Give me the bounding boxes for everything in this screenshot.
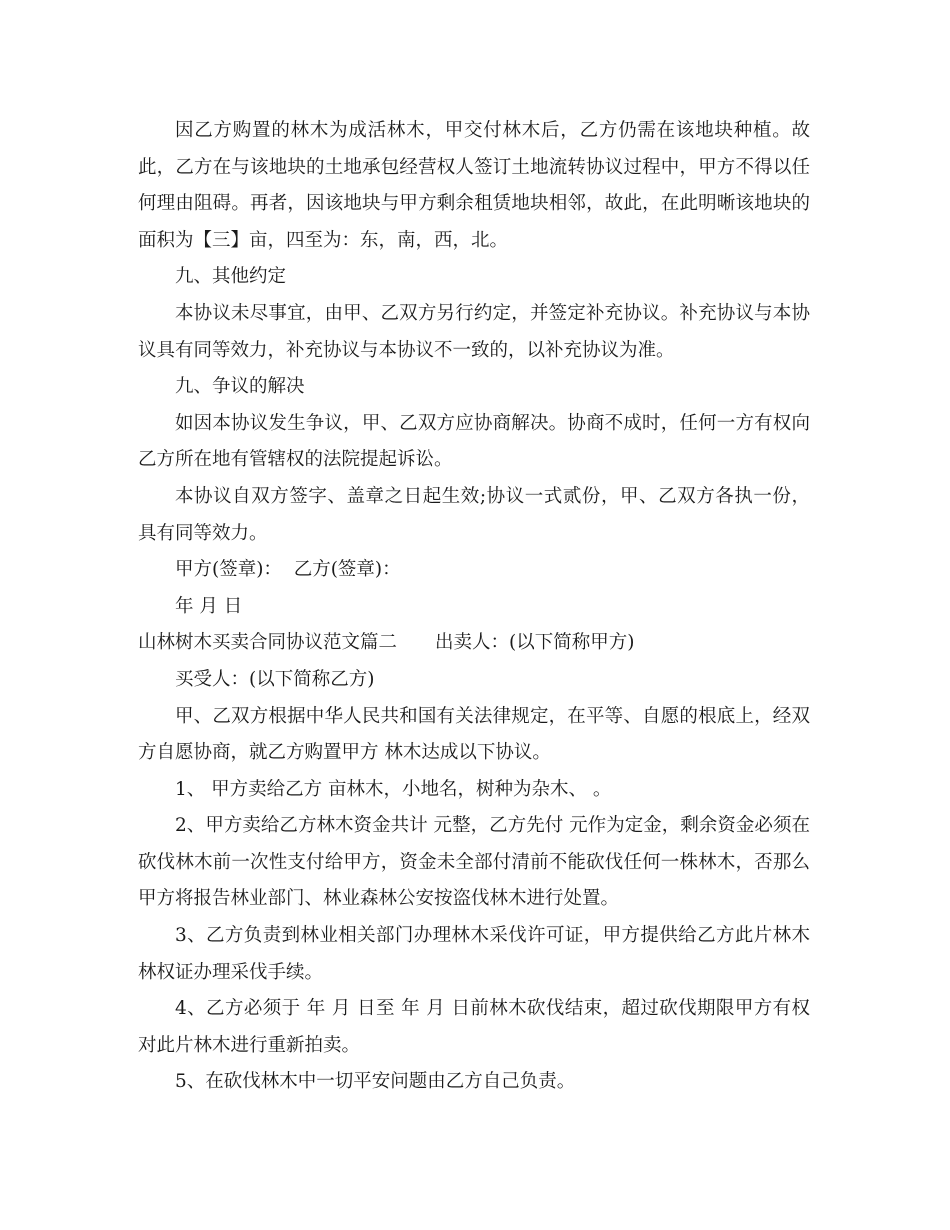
section-title-line	[138, 625, 810, 662]
buyer-label: 买受人：(以下简称乙方)	[175, 668, 375, 690]
signature-line: 甲方(签章)： 乙方(签章)：	[175, 559, 401, 581]
heading-other-agreements: 九、其他约定	[175, 266, 287, 288]
date-line: 年 月 日	[175, 595, 243, 617]
paragraph-land-area: 因乙方购置的林木为成活林木，甲交付林木后，乙方仍需在该地块种植。故此，乙方在与该地块的土地承包经营权人签订土地流转协议过程中，甲方不得以任何理由阻碍。再者，因该地块与甲方剩余租赁地块相邻，故此，在此明晰该地块的面积为【三】亩，四至为：东，南，西，北。	[138, 120, 810, 251]
section-title: 山林树木买卖合同协议范文篇二	[138, 632, 398, 654]
clause-5: 5、在砍伐林木中一切平安问题由乙方自己负责。	[175, 1071, 576, 1093]
paragraph-dispute: 如因本协议发生争议，甲、乙双方应协商解决。协商不成时，任何一方有权向乙方所在地有管辖权的法院提起诉讼。	[138, 412, 810, 471]
heading-dispute-resolution: 九、争议的解决	[175, 376, 305, 398]
clause-2: 2、甲方卖给乙方林木资金共计 元整，乙方先付 元作为定金，剩余资金必须在砍伐林木前一次性支付给甲方，资金未全部付清前不能砍伐任何一株林木，否那么甲方将报告林业部门、林业森林公安按盗伐林木进行处置。	[138, 815, 810, 910]
clause-1: 1、 甲方卖给乙方 亩林木，小地名，树种为杂木、 。	[175, 778, 612, 800]
document-body	[138, 113, 810, 1101]
paragraph-preamble: 甲、乙双方根据中华人民共和国有关法律规定，在平等、自愿的根底上，经双方自愿协商，就乙方购置甲方 林木达成以下协议。	[138, 705, 810, 764]
clause-3: 3、乙方负责到林业相关部门办理林木采伐许可证，甲方提供给乙方此片林木林权证办理采伐手续。	[138, 925, 810, 983]
title-spacer	[397, 625, 435, 662]
paragraph-effective: 本协议自双方签字、盖章之日起生效;协议一式贰份，甲、乙双方各执一份，具有同等效力。	[138, 485, 810, 544]
seller-label: 出卖人：(以下简称甲方)	[435, 632, 635, 654]
clause-4: 4、乙方必须于 年 月 日至 年 月 日前林木砍伐结束，超过砍伐期限甲方有权对此片林木进行重新拍卖。	[138, 998, 810, 1056]
paragraph-supplementary-agreement: 本协议未尽事宜，由甲、乙双方另行约定，并签定补充协议。补充协议与本协议具有同等效力，补充协议与本协议不一致的，以补充协议为准。	[138, 302, 810, 361]
